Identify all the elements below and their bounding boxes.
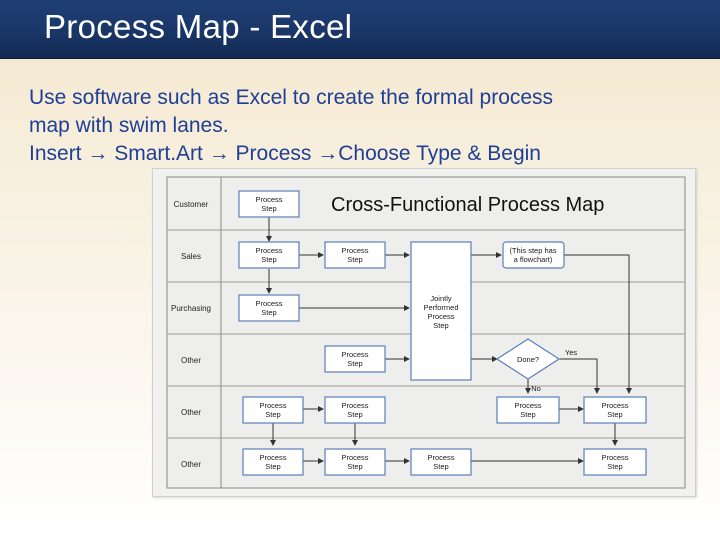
- process-step-label: Step: [261, 204, 277, 213]
- joint-step-label: Jointly: [430, 294, 452, 303]
- process-step-label: Step: [347, 359, 363, 368]
- body-line-2: map with swim lanes.: [29, 114, 229, 137]
- lane-label-purchasing: Purchasing: [170, 304, 212, 313]
- flowchart-note-label: a flowchart): [513, 255, 553, 264]
- process-step-label: Step: [347, 410, 363, 419]
- process-step-label: Process: [255, 195, 283, 204]
- process-step-label: Process: [341, 453, 369, 462]
- lane-label-other-2: Other: [180, 408, 202, 417]
- title-bar: [0, 0, 720, 59]
- process-step-label: Process: [259, 453, 287, 462]
- slide-title: Process Map - Excel: [44, 8, 353, 45]
- decision-no-label: No: [531, 384, 541, 393]
- process-step-label: Step: [607, 462, 623, 471]
- process-step-label: Process: [259, 401, 287, 410]
- lane-label-customer: Customer: [173, 200, 209, 209]
- joint-step-label: Process: [427, 312, 455, 321]
- process-step-label: Step: [433, 462, 449, 471]
- process-step-label: Step: [265, 410, 281, 419]
- process-step-label: Process: [514, 401, 542, 410]
- process-step-label: Process: [255, 246, 283, 255]
- decision-yes-label: Yes: [564, 348, 578, 357]
- process-step-label: Step: [607, 410, 623, 419]
- process-map-svg: [153, 169, 695, 496]
- process-step-label: Step: [265, 462, 281, 471]
- process-step-label: Step: [347, 255, 363, 264]
- process-step-label: Process: [601, 453, 629, 462]
- process-step-label: Step: [261, 255, 277, 264]
- process-step-label: Step: [520, 410, 536, 419]
- process-step-label: Step: [347, 462, 363, 471]
- map-title: Cross-Functional Process Map: [331, 194, 605, 216]
- process-step-label: Process: [255, 299, 283, 308]
- process-step-label: Process: [341, 246, 369, 255]
- lane-label-other-1: Other: [180, 356, 202, 365]
- lane-label-other-3: Other: [180, 460, 202, 469]
- decision-label: Done?: [516, 355, 540, 364]
- flowchart-note-label: (This step has: [509, 246, 557, 255]
- lane-label-sales: Sales: [180, 252, 202, 261]
- body-line-3: Insert → Smart.Art → Process →Choose Type & Begin: [29, 142, 541, 165]
- process-step-label: Process: [427, 453, 455, 462]
- body-text: [29, 84, 689, 168]
- process-step-label: Process: [601, 401, 629, 410]
- process-step-label: Process: [341, 401, 369, 410]
- process-step-label: Step: [261, 308, 277, 317]
- body-line-1: Use software such as Excel to create the formal process: [29, 86, 554, 109]
- process-step-label: Process: [341, 350, 369, 359]
- process-map-figure: [152, 168, 696, 497]
- joint-step-label: Performed: [423, 303, 459, 312]
- joint-step-label: Step: [433, 321, 449, 330]
